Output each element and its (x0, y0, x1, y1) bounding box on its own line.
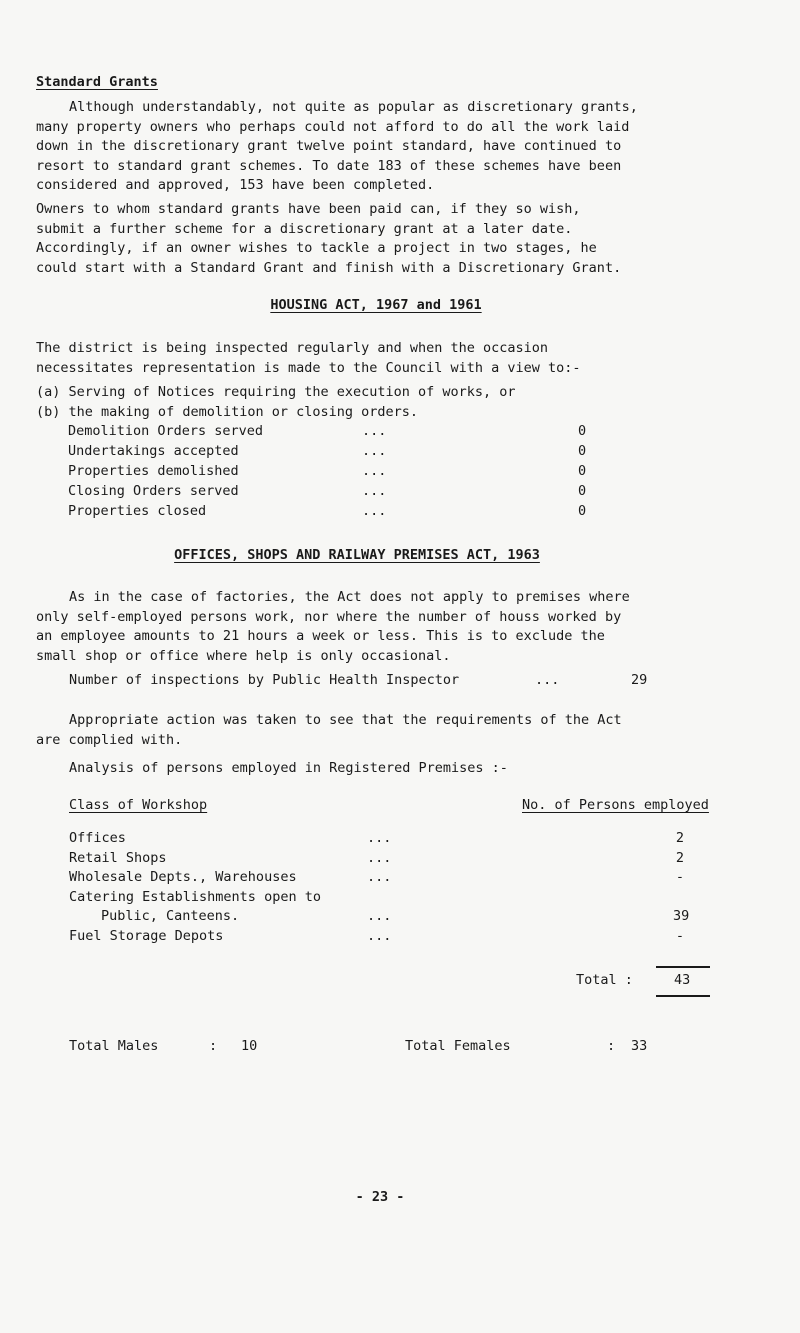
workshop-class: Offices (69, 830, 126, 846)
workshop-row (69, 889, 709, 909)
workshop-count: - (675, 869, 685, 885)
total-bottom-rule (656, 995, 710, 997)
total-top-rule (656, 966, 710, 968)
workshop-row (69, 908, 709, 928)
workshop-class: Catering Establishments open to (69, 888, 321, 905)
housing-stat-dots: ... (362, 423, 387, 439)
workshop-dots: ... (367, 830, 392, 846)
males-value: 10 (241, 1038, 258, 1054)
housing-stat-row (68, 463, 608, 483)
standard-grants-para-2: Owners to whom standard grants have been paid can, if they so wish, submit a further scheme for a discretionary grant at a later date. Accordingly, if an owner wishes to tackle a project in two stages, he could start with a Standard Grant and finish with a Discretionary Grant. (36, 201, 622, 276)
housing-list-item-a: (a) Serving of Notices requiring the execution of works, or (36, 384, 516, 400)
workshop-count: 39 (673, 908, 690, 924)
inspections-label: Number of inspections by Public Health Inspector (69, 672, 460, 688)
standard-grants-para-1: Although understandably, not quite as popular as discretionary grants, many property owners who perhaps could not afford to do all the work laid down in the discretionary grant twelve point standard, have continued to resort to standard grant schemes. To date 183 of these schemes have been considered and approved, 153 have been completed. (36, 99, 638, 193)
offices-act-heading: OFFICES, SHOPS AND RAILWAY PREMISES ACT, 1963 (174, 547, 540, 563)
inspections-value: 29 (631, 672, 648, 688)
males-sep: : (209, 1038, 218, 1054)
workshop-row (69, 850, 709, 870)
col-number-header: No. of Persons employed (522, 797, 709, 813)
housing-act-heading: HOUSING ACT, 1967 and 1961 (270, 297, 482, 313)
inspections-row (69, 672, 709, 692)
housing-stat-row (68, 443, 608, 463)
workshop-count: 2 (675, 849, 685, 866)
workshop-class: Retail Shops (69, 849, 167, 866)
total-value: 43 (674, 972, 691, 988)
col-class-header: Class of Workshop (69, 797, 208, 813)
housing-stat-row (68, 483, 608, 503)
offices-para-2: Appropriate action was taken to see that the requirements of the Act are complied with. (36, 712, 622, 748)
housing-stat-row (68, 503, 608, 523)
workshop-row (69, 928, 709, 948)
workshop-class: Fuel Storage Depots (69, 927, 224, 944)
housing-stat-value: 0 (578, 443, 587, 459)
housing-intro: The district is being inspected regularly and when the occasion necessitates representation is made to the Council with a view to:- (36, 340, 581, 376)
housing-stat-label: Properties closed (68, 503, 207, 519)
analysis-title: Analysis of persons employed in Registered Premises :- (69, 760, 508, 776)
housing-stat-dots: ... (362, 483, 387, 499)
housing-stat-label: Properties demolished (68, 463, 239, 479)
standard-grants-heading: Standard Grants (36, 74, 158, 90)
workshop-dots: ... (367, 849, 392, 866)
workshop-dots: ... (367, 908, 392, 924)
page-number: - 23 - (355, 1189, 405, 1205)
housing-list-item-b: (b) the making of demolition or closing orders. (36, 403, 419, 420)
males-label: Total Males (69, 1038, 159, 1054)
females-sep: : (607, 1038, 616, 1054)
workshop-row (69, 869, 709, 889)
housing-stat-value: 0 (578, 503, 587, 519)
inspections-dots: ... (535, 672, 560, 688)
females-value: 33 (631, 1038, 648, 1054)
workshop-row (69, 830, 709, 850)
females-label: Total Females (405, 1038, 511, 1054)
housing-list (36, 383, 516, 422)
workshop-dots: ... (367, 869, 392, 885)
offices-para-1: As in the case of factories, the Act does not apply to premises where only self-employed persons work, nor where the number of houss worked by an employee amounts to 21 hours a week or less. This is to exclude the small shop or office where help is only occasional. (36, 589, 630, 664)
housing-stat-value: 0 (578, 423, 587, 439)
housing-stat-label: Demolition Orders served (68, 423, 264, 439)
housing-stat-label: Undertakings accepted (68, 443, 239, 459)
workshop-dots: ... (367, 927, 392, 944)
workshop-class: Public, Canteens. (101, 908, 240, 924)
housing-stat-label: Closing Orders served (68, 483, 239, 499)
housing-stat-dots: ... (362, 443, 387, 459)
housing-stat-dots: ... (362, 503, 387, 519)
workshop-class: Wholesale Depts., Warehouses (69, 869, 297, 885)
workshop-count: - (675, 927, 685, 944)
workshop-count: 2 (675, 830, 685, 846)
housing-stat-dots: ... (362, 463, 387, 479)
housing-stat-row (68, 423, 608, 443)
housing-stat-value: 0 (578, 483, 587, 499)
total-label: Total : (576, 972, 633, 988)
housing-stat-value: 0 (578, 463, 587, 479)
gender-totals-row (69, 1038, 749, 1058)
